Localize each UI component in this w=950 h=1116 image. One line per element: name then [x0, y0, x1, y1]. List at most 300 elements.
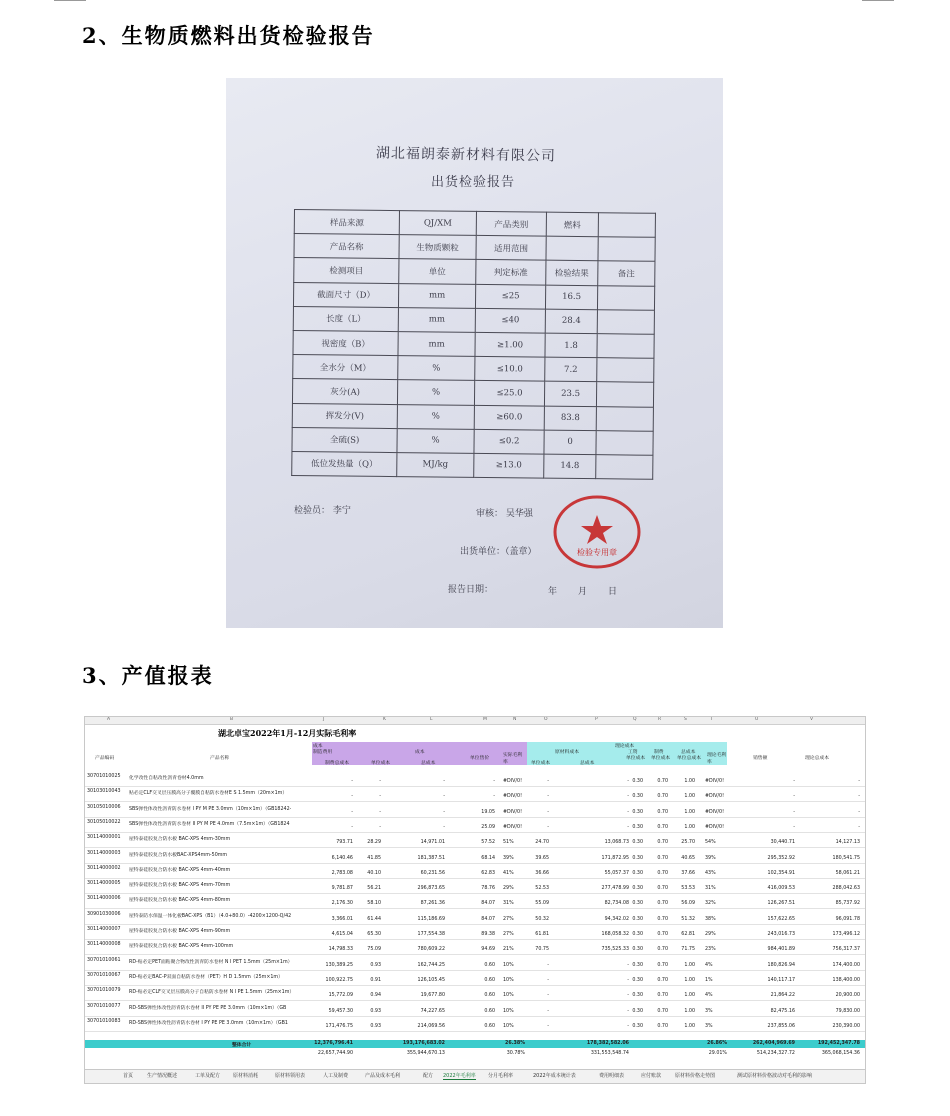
column-letter[interactable]: U: [755, 717, 759, 722]
product-code-cell[interactable]: 30701010067: [87, 972, 121, 978]
sheet-tab[interactable]: 生产情况概述: [147, 1073, 178, 1079]
table-cell[interactable]: 0.30: [632, 901, 643, 907]
product-name-cell[interactable]: 屋特泰硅胶复合防水板 BAC-XPS 4mm-40mm: [129, 867, 231, 873]
table-cell[interactable]: 0.60: [484, 962, 495, 968]
table-cell[interactable]: -: [858, 779, 860, 784]
table-cell[interactable]: 56.21: [367, 886, 381, 892]
table-cell[interactable]: 79,830.00: [835, 1008, 860, 1014]
table-cell[interactable]: 0.70: [657, 809, 668, 815]
sheet-tab[interactable]: 产品及成本毛利: [365, 1073, 401, 1079]
summary-cell[interactable]: 22,657,744.90: [317, 1051, 353, 1056]
sheet-tab[interactable]: 首页: [123, 1073, 134, 1079]
table-cell[interactable]: 51%: [503, 840, 514, 846]
table-cell[interactable]: 31%: [503, 901, 514, 907]
table-cell[interactable]: 84.07: [481, 916, 495, 922]
table-cell[interactable]: 174,400.00: [832, 962, 860, 968]
sheet-tab[interactable]: 工单及配方: [195, 1073, 221, 1079]
table-cell[interactable]: 25.09: [481, 824, 495, 830]
summary-cell[interactable]: 29.01%: [708, 1051, 727, 1056]
table-cell[interactable]: -: [547, 1023, 549, 1029]
table-cell[interactable]: 780,609.22: [417, 947, 445, 953]
summary-cell[interactable]: 365,068,154.36: [821, 1051, 860, 1056]
column-letter[interactable]: R: [658, 717, 662, 722]
total-cell[interactable]: 193,176,683.02: [402, 1041, 445, 1046]
table-cell[interactable]: 56.09: [681, 901, 695, 907]
table-cell[interactable]: 41%: [503, 870, 514, 876]
table-cell[interactable]: 58.10: [367, 901, 381, 907]
table-cell[interactable]: 0.30: [632, 932, 643, 937]
table-cell[interactable]: -: [547, 824, 549, 830]
table-cell[interactable]: 28.29: [367, 840, 381, 846]
table-cell[interactable]: 0.70: [657, 794, 668, 800]
table-cell[interactable]: 0.30: [632, 1023, 643, 1029]
table-cell[interactable]: 171,872.95: [601, 855, 629, 861]
table-cell[interactable]: -: [443, 794, 445, 800]
sheet-tab[interactable]: 2022年成本统计表: [533, 1073, 576, 1079]
table-cell[interactable]: -: [858, 809, 860, 815]
table-cell[interactable]: 0.60: [484, 993, 495, 999]
table-cell[interactable]: 14,971.01: [420, 840, 445, 846]
table-cell[interactable]: 55.09: [535, 901, 549, 907]
table-cell[interactable]: -: [627, 977, 629, 983]
column-letter[interactable]: N: [513, 717, 517, 722]
table-cell[interactable]: 1.00: [684, 1008, 695, 1014]
column-letter[interactable]: J: [323, 717, 325, 722]
table-cell[interactable]: 157,622.65: [767, 916, 795, 922]
table-cell[interactable]: 214,069.56: [417, 1023, 445, 1029]
table-cell[interactable]: 51.32: [681, 916, 695, 922]
table-cell[interactable]: 6,140.46: [331, 855, 353, 861]
summary-cell[interactable]: 331,553,548.74: [590, 1051, 629, 1056]
table-cell[interactable]: -: [379, 794, 381, 800]
sheet-tab[interactable]: 分月毛利率: [488, 1073, 514, 1079]
table-cell[interactable]: 171,476.75: [325, 1023, 353, 1029]
table-cell[interactable]: 0.70: [657, 779, 668, 784]
table-cell[interactable]: 25.70: [681, 840, 695, 846]
table-cell[interactable]: 10%: [503, 977, 514, 983]
table-cell[interactable]: 14,798.33: [328, 947, 353, 953]
table-cell[interactable]: 0.30: [632, 947, 643, 953]
table-cell[interactable]: 0.93: [370, 962, 381, 968]
table-cell[interactable]: -: [351, 809, 353, 815]
table-cell[interactable]: 735,525.33: [601, 947, 629, 953]
sheet-tab[interactable]: 原材料领用表: [275, 1073, 306, 1079]
table-cell[interactable]: -: [627, 1023, 629, 1029]
table-cell[interactable]: 984,401.89: [767, 947, 795, 953]
table-cell[interactable]: 180,541.75: [832, 855, 860, 861]
total-cell[interactable]: 192,452,347.78: [817, 1041, 860, 1046]
table-cell[interactable]: 138,400.00: [832, 977, 860, 983]
total-cell[interactable]: 12,376,796.41: [314, 1041, 353, 1046]
table-cell[interactable]: -: [858, 794, 860, 800]
table-cell[interactable]: 50.32: [535, 916, 549, 922]
sheet-tab[interactable]: 人工及制费: [323, 1073, 349, 1079]
table-cell[interactable]: 85,737.92: [835, 901, 860, 907]
product-name-cell[interactable]: 屋特泰硅胶复合防水板 BAC-XPS 4mm-80mm: [129, 898, 231, 904]
table-cell[interactable]: 75.09: [367, 947, 381, 953]
table-cell[interactable]: 52.53: [535, 886, 549, 892]
table-cell[interactable]: 0.70: [657, 977, 668, 983]
table-cell[interactable]: #DIV/0!: [503, 809, 523, 815]
table-cell[interactable]: -: [627, 794, 629, 800]
summary-cell[interactable]: 514,234,327.72: [756, 1051, 795, 1056]
table-cell[interactable]: 3%: [705, 1023, 713, 1029]
table-cell[interactable]: 68.14: [481, 855, 495, 861]
table-cell[interactable]: 84.07: [481, 901, 495, 907]
table-cell[interactable]: 243,016.73: [767, 932, 795, 937]
table-cell[interactable]: 55,057.37: [604, 870, 629, 876]
table-cell[interactable]: 0.70: [657, 840, 668, 846]
table-cell[interactable]: -: [627, 824, 629, 830]
table-cell[interactable]: 0.93: [370, 1008, 381, 1014]
product-code-cell[interactable]: 30103010043: [87, 789, 121, 795]
product-name-cell[interactable]: RD-贴必定CLF交叉层压膜高分子自粘防水卷材 N I PE 1.5mm（25m×1m）: [129, 990, 295, 996]
table-cell[interactable]: 0.30: [632, 840, 643, 846]
table-cell[interactable]: -: [547, 779, 549, 784]
table-cell[interactable]: 23%: [705, 947, 716, 953]
column-letter[interactable]: K: [383, 717, 386, 722]
table-cell[interactable]: 100,922.75: [325, 977, 353, 983]
table-cell[interactable]: 0.30: [632, 779, 643, 784]
table-cell[interactable]: 89.38: [481, 932, 495, 937]
table-cell[interactable]: 0.30: [632, 993, 643, 999]
table-cell[interactable]: 61.44: [367, 916, 381, 922]
product-code-cell[interactable]: 30114000001: [87, 835, 121, 841]
table-cell[interactable]: 1.00: [684, 824, 695, 830]
table-cell[interactable]: 102,354.91: [767, 870, 795, 876]
table-cell[interactable]: 0.30: [632, 962, 643, 968]
column-letter[interactable]: V: [810, 717, 814, 722]
table-cell[interactable]: 2,783.08: [331, 870, 353, 876]
table-cell[interactable]: 0.30: [632, 916, 643, 922]
table-cell[interactable]: 53.53: [681, 886, 695, 892]
table-cell[interactable]: 1.00: [684, 779, 695, 784]
table-cell[interactable]: 0.70: [657, 1023, 668, 1029]
total-cell[interactable]: 178,382,582.06: [586, 1041, 629, 1046]
table-cell[interactable]: 793.71: [336, 840, 353, 846]
table-cell[interactable]: 4,615.04: [331, 932, 353, 937]
product-name-cell[interactable]: RD-贴必定BAC-P双面自粘防水卷材（PET）H D 1.5mm（25m×1m）: [129, 974, 283, 980]
table-cell[interactable]: 288,042.63: [832, 886, 860, 892]
table-cell[interactable]: 71.75: [681, 947, 695, 953]
table-cell[interactable]: -: [858, 824, 860, 830]
table-cell[interactable]: 38%: [705, 916, 716, 922]
table-cell[interactable]: #DIV/0!: [503, 794, 523, 800]
table-cell[interactable]: -: [443, 779, 445, 784]
table-cell[interactable]: 20,900.00: [835, 993, 860, 999]
table-cell[interactable]: #DIV/0!: [503, 779, 523, 784]
table-cell[interactable]: 39.65: [535, 855, 549, 861]
table-cell[interactable]: 15,772.09: [328, 993, 353, 999]
table-cell[interactable]: -: [379, 809, 381, 815]
table-cell[interactable]: 0.70: [657, 824, 668, 830]
table-cell[interactable]: -: [547, 1008, 549, 1014]
table-cell[interactable]: 0.70: [657, 1008, 668, 1014]
product-code-cell[interactable]: 30114000006: [87, 896, 121, 902]
spreadsheet[interactable]: [84, 716, 866, 1084]
sheet-tab[interactable]: 原材料消耗: [233, 1073, 259, 1079]
table-cell[interactable]: 87,261.36: [420, 901, 445, 907]
table-cell[interactable]: 9,781.87: [331, 886, 353, 892]
table-cell[interactable]: 61.81: [535, 932, 549, 937]
table-cell[interactable]: 177,554.38: [417, 932, 445, 937]
table-cell[interactable]: 2,176.30: [331, 901, 353, 907]
table-cell[interactable]: #DIV/0!: [705, 779, 725, 784]
table-cell[interactable]: -: [793, 809, 795, 815]
table-cell[interactable]: 43%: [705, 870, 716, 876]
table-cell[interactable]: 65.30: [367, 932, 381, 937]
table-cell[interactable]: 1%: [705, 977, 713, 983]
summary-cell[interactable]: 30.78%: [506, 1051, 525, 1056]
table-cell[interactable]: 0.30: [632, 886, 643, 892]
table-cell[interactable]: -: [627, 779, 629, 784]
table-cell[interactable]: 19.05: [481, 809, 495, 815]
table-cell[interactable]: 0.70: [657, 886, 668, 892]
table-cell[interactable]: -: [547, 794, 549, 800]
table-cell[interactable]: -: [351, 794, 353, 800]
sheet-tab[interactable]: 应付账款: [641, 1073, 662, 1079]
table-cell[interactable]: 57.52: [481, 840, 495, 846]
table-cell[interactable]: 59,457.30: [328, 1008, 353, 1014]
table-cell[interactable]: 4%: [705, 962, 713, 968]
table-cell[interactable]: 58,061.21: [835, 870, 860, 876]
table-cell[interactable]: 180,826.94: [767, 962, 795, 968]
table-cell[interactable]: -: [547, 993, 549, 999]
product-name-cell[interactable]: 屋特泰硅胶复合防水板 BAC-XPS 4mm-100mm: [129, 944, 234, 950]
table-cell[interactable]: 1.00: [684, 993, 695, 999]
table-cell[interactable]: 10%: [503, 1008, 514, 1014]
product-name-cell[interactable]: 屋特泰硅胶复合防水板 BAC-XPS 4mm-30mm: [129, 837, 231, 843]
table-cell[interactable]: 94.69: [481, 947, 495, 953]
product-name-cell[interactable]: 屋特泰硅胶复合防水板 BAC-XPS 4mm-90mm: [129, 929, 231, 934]
table-cell[interactable]: 27%: [503, 916, 514, 922]
table-cell[interactable]: 0.70: [657, 947, 668, 953]
table-cell[interactable]: #DIV/0!: [705, 809, 725, 815]
product-code-cell[interactable]: 30701010083: [87, 1018, 121, 1024]
column-letter[interactable]: S: [684, 717, 687, 722]
table-cell[interactable]: 416,009.53: [767, 886, 795, 892]
product-code-cell[interactable]: 30114000002: [87, 865, 121, 871]
table-cell[interactable]: 756,317.37: [832, 947, 860, 953]
product-code-cell[interactable]: 30105010022: [87, 819, 121, 825]
sheet-tab[interactable]: 费用明细表: [599, 1073, 625, 1079]
column-letter[interactable]: L: [430, 717, 433, 722]
table-cell[interactable]: 14,127.13: [835, 840, 860, 846]
table-cell[interactable]: #DIV/0!: [503, 824, 523, 830]
table-cell[interactable]: 277,478.99: [601, 886, 629, 892]
column-letter[interactable]: Q: [633, 717, 637, 722]
table-cell[interactable]: 70.75: [535, 947, 549, 953]
table-cell[interactable]: 1.00: [684, 962, 695, 968]
table-cell[interactable]: 0.30: [632, 977, 643, 983]
table-cell[interactable]: 10%: [503, 962, 514, 968]
table-cell[interactable]: -: [627, 962, 629, 968]
table-cell[interactable]: -: [443, 824, 445, 830]
product-name-cell[interactable]: 屋特泰硅胶复合防水板BAC-XPS4mm-50mm: [129, 852, 228, 858]
table-cell[interactable]: 0.30: [632, 794, 643, 800]
table-cell[interactable]: 0.30: [632, 1008, 643, 1014]
product-name-cell[interactable]: RD-贴必定PET面粘聚合物改性沥青防水卷材 N I PET 1.5mm（25m×1m）: [129, 959, 293, 965]
table-cell[interactable]: 1.00: [684, 794, 695, 800]
table-cell[interactable]: 1.00: [684, 809, 695, 815]
table-cell[interactable]: -: [547, 977, 549, 983]
table-cell[interactable]: 32%: [705, 901, 716, 907]
total-cell[interactable]: 26.38%: [505, 1041, 525, 1046]
table-cell[interactable]: 173,496.12: [832, 932, 860, 937]
table-cell[interactable]: 62.83: [481, 870, 495, 876]
table-cell[interactable]: 21,864.22: [770, 993, 795, 999]
table-cell[interactable]: 4%: [705, 993, 713, 999]
product-code-cell[interactable]: 30105010006: [87, 804, 121, 810]
table-cell[interactable]: 39%: [705, 855, 716, 861]
table-cell[interactable]: 30,440.71: [770, 840, 795, 846]
table-cell[interactable]: #DIV/0!: [705, 794, 725, 800]
table-cell[interactable]: -: [547, 809, 549, 815]
table-cell[interactable]: -: [627, 809, 629, 815]
column-letter[interactable]: M: [483, 717, 487, 722]
total-cell[interactable]: 262,404,969.69: [752, 1041, 795, 1046]
table-cell[interactable]: 60,231.56: [420, 870, 445, 876]
table-cell[interactable]: 40.10: [367, 870, 381, 876]
table-cell[interactable]: 3,366.01: [331, 916, 353, 922]
table-cell[interactable]: 31%: [705, 886, 716, 892]
table-cell[interactable]: 40.65: [681, 855, 695, 861]
table-cell[interactable]: 82,475.16: [770, 1008, 795, 1014]
table-cell[interactable]: 0.30: [632, 824, 643, 830]
table-cell[interactable]: 0.93: [370, 1023, 381, 1029]
table-cell[interactable]: -: [443, 809, 445, 815]
product-code-cell[interactable]: 30114000005: [87, 881, 121, 887]
product-name-cell[interactable]: SBS弹性体改性沥青防水卷材 II PY M PE 4.0mm（7.5m×1m）（GB1824: [129, 821, 290, 827]
table-cell[interactable]: 27%: [503, 932, 514, 937]
table-cell[interactable]: 10%: [503, 1023, 514, 1029]
product-name-cell[interactable]: RD-SBS弹性体改性沥青防水卷材 I PY PE PE 3.0mm（10m×1m）（GB1: [129, 1020, 288, 1026]
table-cell[interactable]: 1.00: [684, 1023, 695, 1029]
table-cell[interactable]: 130,389.25: [325, 962, 353, 968]
table-cell[interactable]: 140,117.17: [767, 977, 795, 983]
column-letter[interactable]: T: [710, 717, 713, 722]
table-cell[interactable]: 296,873.65: [417, 886, 445, 892]
product-name-cell[interactable]: 贴必定CLF交叉层压膜高分子覆膜自粘防水卷材E S 1.5mm（20m×1m）: [129, 791, 288, 797]
table-cell[interactable]: 0.60: [484, 977, 495, 983]
product-name-cell[interactable]: 屋特泰硅胶复合防水板 BAC-XPS 4mm-70mm: [129, 883, 231, 889]
table-cell[interactable]: -: [627, 1008, 629, 1014]
table-cell[interactable]: 36.66: [535, 870, 549, 876]
product-name-cell[interactable]: 化学改性自粘改性沥青卷材4.0mm: [129, 776, 204, 781]
table-cell[interactable]: 0.30: [632, 855, 643, 861]
table-cell[interactable]: -: [793, 779, 795, 784]
table-cell[interactable]: -: [547, 962, 549, 968]
product-code-cell[interactable]: 30701010079: [87, 988, 121, 994]
table-cell[interactable]: 230,390.00: [832, 1023, 860, 1029]
sheet-tab[interactable]: 原材料价格走势图: [675, 1073, 716, 1079]
table-cell[interactable]: 3%: [705, 1008, 713, 1014]
product-name-cell[interactable]: 屋特泰防水保温一体化板BAC-XPS（B1）（4.0+80.0）-4200×1200-Q/42: [129, 913, 292, 919]
table-cell[interactable]: 1.00: [684, 977, 695, 983]
product-code-cell[interactable]: 30701010077: [87, 1003, 121, 1009]
product-code-cell[interactable]: 30701010061: [87, 957, 121, 963]
product-code-cell[interactable]: 30701010025: [87, 774, 121, 779]
table-cell[interactable]: 295,352.92: [767, 855, 795, 861]
table-cell[interactable]: 0.94: [370, 993, 381, 999]
product-name-cell[interactable]: RD-SBS弹性体改性沥青防水卷材 II PY PE PE 3.0mm（10m×1m）（GB: [129, 1005, 287, 1011]
table-cell[interactable]: 37.66: [681, 870, 695, 876]
table-cell[interactable]: 0.70: [657, 916, 668, 922]
table-cell[interactable]: 39%: [503, 855, 514, 861]
table-cell[interactable]: 94,342.02: [604, 916, 629, 922]
table-cell[interactable]: 10%: [503, 993, 514, 999]
table-cell[interactable]: 24.70: [535, 840, 549, 846]
table-cell[interactable]: 0.70: [657, 993, 668, 999]
table-cell[interactable]: 29%: [503, 886, 514, 892]
product-code-cell[interactable]: 30114000008: [87, 942, 121, 948]
column-letter[interactable]: O: [544, 717, 548, 722]
table-cell[interactable]: 237,855.06: [767, 1023, 795, 1029]
table-cell[interactable]: -: [351, 824, 353, 830]
sheet-tab[interactable]: 测试原材料价格波动对毛利的影响: [737, 1073, 813, 1079]
table-cell[interactable]: -: [379, 824, 381, 830]
table-cell[interactable]: 0.60: [484, 1008, 495, 1014]
table-cell[interactable]: 74,227.65: [420, 1008, 445, 1014]
table-cell[interactable]: 162,744.25: [417, 962, 445, 968]
total-cell[interactable]: 26.86%: [707, 1041, 727, 1046]
table-cell[interactable]: 115,186.69: [417, 916, 445, 922]
table-cell[interactable]: -: [493, 779, 495, 784]
column-letter[interactable]: A: [107, 717, 111, 722]
table-cell[interactable]: #DIV/0!: [705, 824, 725, 830]
table-cell[interactable]: 0.30: [632, 809, 643, 815]
table-cell[interactable]: 96,091.78: [835, 916, 860, 922]
table-cell[interactable]: 0.30: [632, 870, 643, 876]
table-cell[interactable]: -: [351, 779, 353, 784]
table-cell[interactable]: 0.70: [657, 870, 668, 876]
table-cell[interactable]: 0.70: [657, 901, 668, 907]
table-cell[interactable]: 0.70: [657, 962, 668, 968]
table-cell[interactable]: 0.70: [657, 855, 668, 861]
table-cell[interactable]: 21%: [503, 947, 514, 953]
sheet-tab[interactable]: 2022年毛利率: [443, 1073, 476, 1079]
table-cell[interactable]: 41.85: [367, 855, 381, 861]
table-cell[interactable]: -: [793, 794, 795, 800]
table-cell[interactable]: 13,068.73: [604, 840, 629, 846]
table-cell[interactable]: 62.81: [681, 932, 695, 937]
table-cell[interactable]: 0.91: [370, 977, 381, 983]
table-cell[interactable]: 78.76: [481, 886, 495, 892]
table-cell[interactable]: 29%: [705, 932, 716, 937]
table-cell[interactable]: -: [493, 794, 495, 800]
product-code-cell[interactable]: 30114000007: [87, 927, 121, 932]
column-letter[interactable]: B: [230, 717, 234, 722]
table-cell[interactable]: -: [627, 993, 629, 999]
sheet-tab[interactable]: 配方: [423, 1073, 434, 1079]
table-cell[interactable]: 181,387.51: [417, 855, 445, 861]
product-name-cell[interactable]: SBS弹性体改性沥青防水卷材 I PY M PE 3.0mm（10m×1m）（GB18242-: [129, 806, 292, 812]
product-code-cell[interactable]: 30901030006: [87, 911, 121, 917]
product-code-cell[interactable]: 30114000003: [87, 850, 121, 856]
table-cell[interactable]: 19,677.80: [420, 993, 445, 999]
summary-cell[interactable]: 355,944,670.13: [406, 1051, 445, 1056]
table-cell[interactable]: 82,734.08: [604, 901, 629, 907]
table-cell[interactable]: 0.70: [657, 932, 668, 937]
column-letter[interactable]: P: [595, 717, 598, 722]
table-cell[interactable]: 126,105.45: [417, 977, 445, 983]
table-cell[interactable]: 126,267.51: [767, 901, 795, 907]
table-cell[interactable]: 0.60: [484, 1023, 495, 1029]
table-cell[interactable]: 54%: [705, 840, 716, 846]
table-cell[interactable]: -: [379, 779, 381, 784]
table-cell[interactable]: -: [793, 824, 795, 830]
table-cell[interactable]: 168,058.32: [601, 932, 629, 937]
